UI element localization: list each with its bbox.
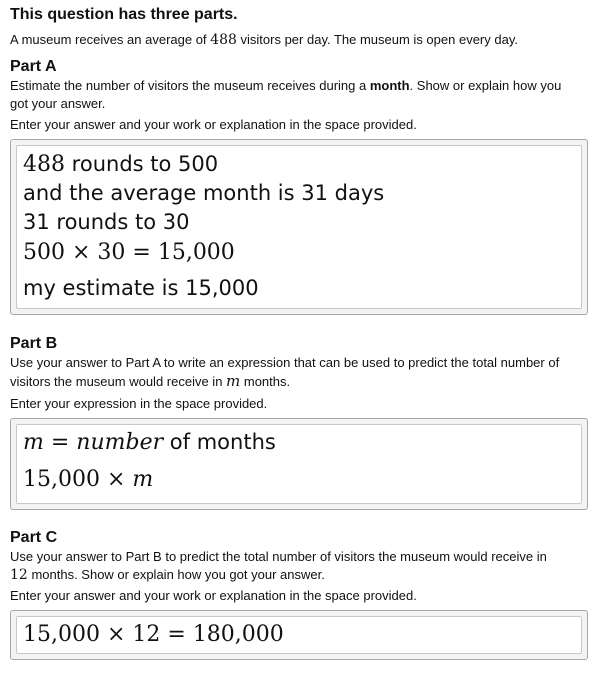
part-a-prompt <box>10 77 590 113</box>
part-a-prompt-start: Estimate the number of visitors the museum receives during a <box>10 78 370 93</box>
part-a-line-5: my estimate is 15,000 <box>23 276 259 300</box>
part-c-response-frame <box>10 610 588 660</box>
part-b-prompt-line1: Use your answer to Part A to write an expression that can be used to predict the total number of <box>10 355 560 370</box>
part-a-line-4-math: 500 × 30 = 15,000 <box>23 240 235 265</box>
part-a-prompt-line1-end: . Show or explain how you <box>409 78 562 93</box>
part-c-section <box>10 528 590 660</box>
part-b-instruction: Enter your expression in the space provided. <box>10 396 268 411</box>
part-b-prompt-line2-end: months. <box>240 374 291 389</box>
part-a-response-box[interactable] <box>16 145 582 309</box>
part-b-line-2-variable: m <box>132 467 154 492</box>
part-a-prompt-bold: month <box>369 78 410 93</box>
part-b-line-1-equals: = <box>43 430 77 455</box>
part-b-prompt-line2-start: visitors the museum would receive in <box>10 374 227 389</box>
question-title: This question has three parts. <box>10 6 238 23</box>
part-b-prompt <box>10 354 590 391</box>
part-a-prompt-line2: got your answer. <box>10 96 106 111</box>
part-c-heading: Part C <box>10 529 58 546</box>
part-b-line-2 <box>23 465 575 494</box>
part-c-line-1-math: 15,000 × 12 = 180,000 <box>23 622 284 647</box>
part-a-response-frame <box>10 139 588 315</box>
intro-text-start: A museum receives an average of <box>10 32 211 47</box>
question-intro <box>10 31 590 49</box>
intro-text-end: visitors per day. The museum is open every day. <box>236 32 518 47</box>
part-b-line-1-word: number <box>76 430 164 455</box>
part-b-line-1 <box>23 428 575 457</box>
part-a-line-1 <box>23 150 575 179</box>
part-c-prompt-line2-end: months. Show or explain how you got your answer. <box>27 567 325 582</box>
part-b-line-1-text: of months <box>163 430 276 454</box>
part-a-line-1-number: 488 <box>23 152 65 177</box>
part-b-response-frame <box>10 418 588 510</box>
part-a-instruction: Enter your answer and your work or explanation in the space provided. <box>10 117 417 132</box>
part-c-prompt <box>10 548 590 584</box>
part-b-section <box>10 334 590 510</box>
part-b-line-2-math: 15,000 × <box>23 467 133 492</box>
part-a-line-2: and the average month is 31 days <box>23 181 385 205</box>
part-b-heading: Part B <box>10 335 58 352</box>
part-b-prompt-variable: m <box>226 372 241 390</box>
part-c-response-box[interactable] <box>16 616 582 654</box>
part-c-prompt-line1: Use your answer to Part B to predict the total number of visitors the museum would receive in <box>10 549 547 564</box>
part-c-instruction: Enter your answer and your work or explanation in the space provided. <box>10 588 417 603</box>
part-a-heading: Part A <box>10 58 57 75</box>
part-a-section <box>10 57 590 315</box>
part-a-line-3: 31 rounds to 30 <box>23 210 190 234</box>
part-a-line-1-text: rounds to 500 <box>65 152 219 176</box>
question-page <box>10 4 590 660</box>
part-c-prompt-number: 12 <box>10 567 28 583</box>
part-b-response-box[interactable] <box>16 424 582 504</box>
intro-number: 488 <box>210 32 237 48</box>
part-b-line-1-variable: m <box>23 430 44 455</box>
